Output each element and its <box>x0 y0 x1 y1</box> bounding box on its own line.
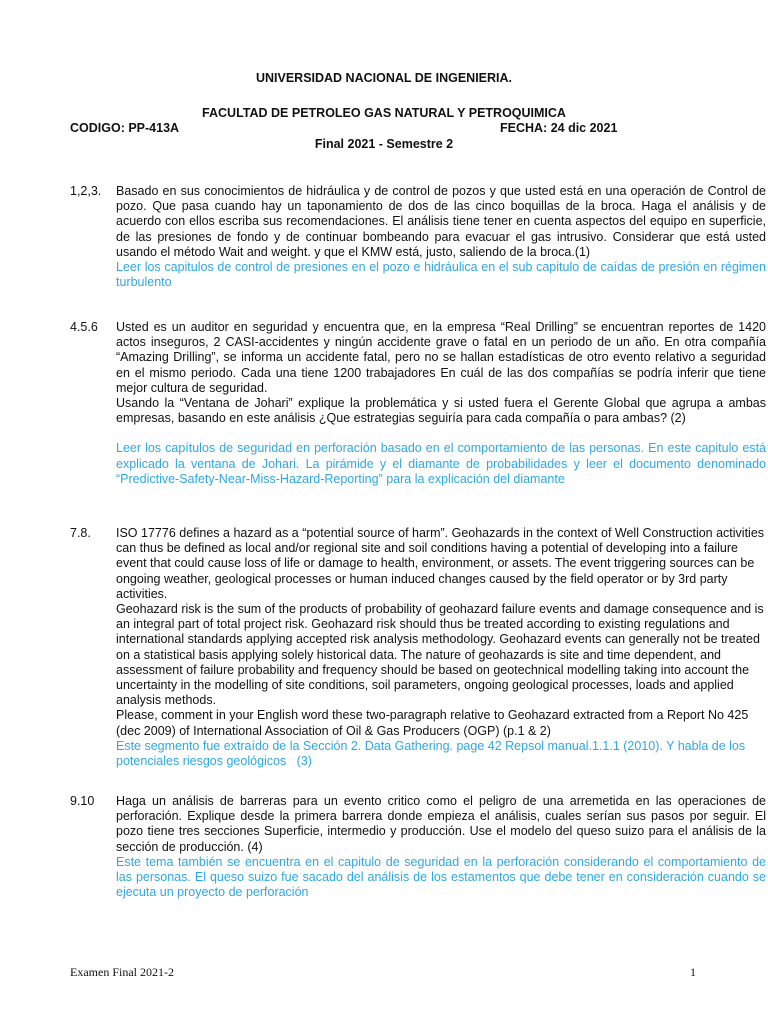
question-body <box>116 184 766 290</box>
study-note: Este segmento fue extraído de la Sección 2. Data Gathering. page 42 Repsol manual.1.1.1 (2010). Y habla de los potenciales riesgos geológicos <box>116 738 746 769</box>
university-title: UNIVERSIDAD NACIONAL DE INGENIERIA. <box>255 71 513 85</box>
faculty-title: FACULTAD DE PETROLEO GAS NATURAL Y PETROQUIMICA <box>202 106 566 120</box>
study-note: Este tema también se encuentra en el capitulo de seguridad en la perforación considerando el comportamiento de las personas. El queso suizo fue sacado del análisis de los estamentos que debe tener en consideración cuando se ejecuta un proyecto de perforación <box>116 854 766 900</box>
footer-label: Examen Final 2021-2 <box>70 965 174 979</box>
question-text: Usando la “Ventana de Johari” explique la problemática y si usted fuera el Gerente Global que agrupa a ambas empresas, basando en este análisis ¿Que estrategias seguiría para cada compañía o para ambas? (2) <box>116 396 766 426</box>
question-number: 9.10 <box>70 794 95 808</box>
question-text: Haga un análisis de barreras para un evento critico como el peligro de una arremetida en las operaciones de perforación. Explique desde la primera barrera donde empieza el análisis, cuales serían sus pasos por seguir. El pozo tiene tres secciones Superficie, intermedio y producción. Use el modelo del queso suizo para el análisis de la sección de producción. (4) <box>116 794 766 854</box>
question-text: Usted es un auditor en seguridad y encuentra que, en la empresa “Real Drilling” se encuentran reportes de 1420 actos inseguros, 2 CASI-accidentes y ningún accidente grave o fatal en un periodo de un año. En otra compañía “Amazing Drilling”, se informa un accidente fatal, pero no se hallan estadísticas de otro evento relativo a seguridad en el mismo periodo. Cada una tiene 1200 trabajadores En cuál de las dos compañías se podría inferir que tiene mejor cultura de seguridad. <box>116 320 766 395</box>
question-text: ISO 17776 defines a hazard as a “potential source of harm”. Geohazards in the context of Well Construction activities can thus be defined as local and/or regional site and soil conditions having a potential of developing into a failure event that could cause loss of life or damage to health, environment, or assets. The event triggering sources can be ongoing weather, geological processes or human induced changes caused by the field operator or by 3rd party activities. <box>116 526 765 601</box>
page-number: 1 <box>690 965 696 979</box>
study-note-line <box>116 739 766 769</box>
question-points: (3) <box>286 754 312 769</box>
course-code: CODIGO: PP-413A <box>70 121 180 135</box>
question-number: 1,2,3. <box>70 184 102 198</box>
exam-date: FECHA: 24 dic 2021 <box>500 121 618 135</box>
study-note: Leer los capítulos de seguridad en perforación basado en el comportamiento de las personas. En este capitulo está explicado la ventana de Johari. La pirámide y el diamante de probabilidades y leer el documento denominado “Predictive-Safety-Near-Miss-Hazard-Reporting” para la explicación del diamante <box>116 441 766 486</box>
question-text: Please, comment in your English word these two-paragraph relative to Geohazard extracted from a Report No 425 (dec 2009) of International Association of Oil & Gas Producers (OGP) (p.1 & 2) <box>116 708 749 738</box>
question-body <box>116 794 766 900</box>
question-text: Basado en sus conocimientos de hidráulica y de control de pozos y que usted está en una operación de Control de pozo. Que pasa cuando hay un taponamiento de dos de las cinco boquillas de la broca. Haga el análisis y de acuerdo con ellos escriba sus recomendaciones. El análisis tiene tener en cuenta aspectos del equipo en superficie, de las presiones de fondo y de continuar bombeando para evacuar el gas intrusivo. Considerar que está usted usando el método Wait and weight. y que el KMW está, justo, saliendo de la broca.(1) <box>116 184 766 259</box>
question-number: 4.5.6 <box>70 320 98 334</box>
question-text: Geohazard risk is the sum of the products of probability of geohazard failure events and damage consequence and is an integral part of total project risk. Geohazard risk should thus be treated according to existing regulations and international standards applying accepted risk analysis methodology. Geohazard events can generally not be treated on a statistical basis applying solely historical data. The nature of geohazards is site and time dependent, and assessment of failure probability and frequency should be based on geotechnical modelling taking into account the uncertainty in the modelling of site conditions, soil parameters, ongoing geological processes, loads and applied analysis methods. <box>116 602 764 708</box>
question-body <box>116 320 766 487</box>
study-note: Leer los capitulos de control de presiones en el pozo e hidráulica en el sub capitulo de caídas de presión en régimen turbulento <box>116 260 766 290</box>
question-body <box>116 526 766 769</box>
exam-title: Final 2021 - Semestre 2 <box>314 137 454 151</box>
question-number: 7.8. <box>70 526 91 540</box>
